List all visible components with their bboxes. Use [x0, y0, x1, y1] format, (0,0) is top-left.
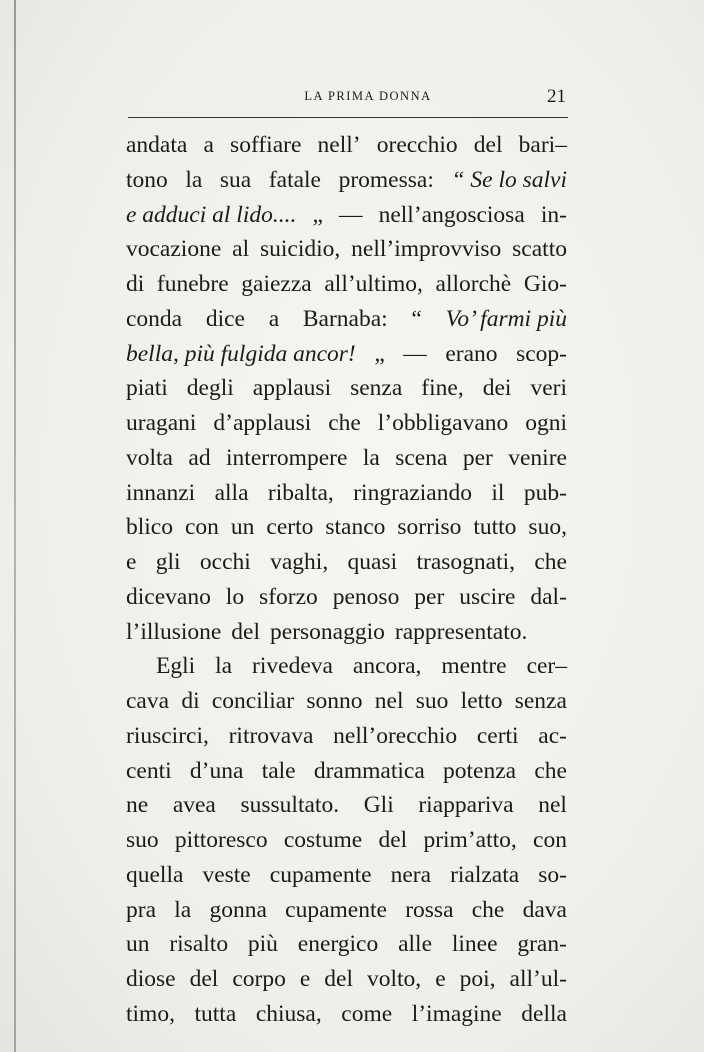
text-line: [126, 893, 567, 928]
word: del: [231, 618, 261, 645]
word: andata: [126, 132, 188, 158]
word: stanco: [325, 514, 386, 541]
word: erano: [445, 340, 498, 367]
word: scop-: [516, 340, 567, 367]
word: linee: [451, 931, 498, 958]
word: vocazione: [126, 236, 222, 263]
word: di: [181, 688, 200, 714]
text-line: [126, 198, 567, 233]
word: dicevano: [126, 583, 211, 610]
word: Gio-: [523, 271, 567, 297]
word: dei: [482, 375, 512, 402]
word: promessa:: [338, 166, 434, 193]
word: bari–: [518, 132, 567, 158]
text-line: [126, 858, 567, 893]
word: gonna: [209, 896, 267, 923]
word: che: [534, 549, 567, 575]
word: cupamente: [285, 896, 387, 923]
word: ne: [126, 792, 149, 819]
word: ac-: [538, 722, 567, 749]
word: la: [215, 653, 233, 680]
word: sussultato.: [240, 792, 340, 819]
word: nel: [538, 792, 567, 819]
page-edge: [14, 0, 16, 1052]
word: personaggio: [270, 618, 385, 645]
word: scena: [395, 444, 448, 471]
text-line: [126, 719, 567, 754]
word: l’illusione: [126, 618, 222, 645]
word: lo: [225, 583, 245, 610]
text-line: [126, 267, 567, 302]
text-line: [126, 163, 567, 198]
word: nell’: [317, 132, 361, 158]
word: drammatica: [313, 757, 425, 784]
word: che: [471, 896, 505, 923]
word: interrompere: [226, 444, 348, 471]
word: energico: [297, 931, 379, 958]
word: diose: [126, 966, 176, 992]
word: „: [374, 340, 385, 367]
word: a: [203, 132, 214, 158]
word: conda: [126, 305, 183, 332]
word: un: [230, 514, 255, 541]
word: corpo: [232, 966, 286, 992]
word: Vo’ farmi più: [445, 305, 567, 332]
word: innanzi: [126, 479, 196, 506]
word: tutta: [194, 1000, 237, 1027]
word: occhi: [199, 549, 251, 575]
text-line: [126, 232, 567, 267]
word: gli: [155, 549, 181, 575]
word: e adduci al lido....: [126, 201, 297, 228]
word: d’una: [189, 757, 244, 784]
word: piati: [126, 375, 168, 402]
word: il: [491, 479, 505, 506]
word: ritrovava: [228, 722, 314, 749]
word: del: [189, 966, 219, 992]
word: cava: [126, 688, 170, 714]
word: ringraziando: [353, 479, 472, 506]
text-line: [126, 754, 567, 789]
text-line: [126, 406, 567, 441]
word: in-: [540, 201, 567, 228]
word: veri: [530, 375, 567, 402]
word: so-: [538, 861, 567, 888]
word: alla: [214, 479, 249, 506]
word: uscire: [459, 583, 516, 610]
word: senza: [350, 375, 403, 402]
word: sua: [219, 166, 252, 193]
word: del: [324, 966, 353, 992]
word: a: [268, 305, 280, 332]
word: —: [403, 340, 427, 367]
word: ogni: [525, 410, 567, 436]
text-line: [126, 615, 567, 650]
word: quasi: [347, 549, 398, 575]
word: gaiezza: [241, 271, 312, 297]
word: sforzo: [259, 583, 318, 610]
word: ribalta,: [267, 479, 334, 506]
word: riuscirci,: [126, 722, 209, 749]
text-line: [126, 962, 567, 997]
word: sorriso: [397, 514, 462, 541]
text-line: [126, 580, 567, 615]
word: mentre: [441, 653, 507, 680]
word: tono: [126, 166, 168, 193]
word: all’ul-: [509, 966, 567, 992]
text-line: [126, 997, 567, 1032]
word: dava: [522, 896, 567, 923]
word: conciliar: [211, 688, 295, 714]
word: riappariva: [418, 792, 514, 819]
word: centi: [126, 757, 172, 784]
word: con: [533, 827, 567, 853]
text-line: [126, 337, 567, 372]
word: Barnaba:: [302, 305, 388, 332]
word: ad: [188, 444, 211, 471]
word: Gli: [363, 792, 394, 819]
word: certi: [476, 722, 519, 749]
word: ancora,: [352, 653, 422, 680]
word: volta: [126, 444, 173, 471]
word: nell’orecchio: [333, 722, 458, 749]
word: pra: [126, 896, 157, 923]
word: tutto: [473, 514, 517, 541]
word: Egli: [156, 653, 196, 680]
word: risalto: [169, 931, 229, 958]
word: scatto: [512, 236, 567, 263]
word: poi,: [459, 966, 496, 992]
page-header: [128, 86, 568, 110]
text-line: [126, 684, 567, 719]
word: che: [534, 757, 567, 784]
word: volto,: [367, 966, 422, 992]
word: gran-: [517, 931, 567, 958]
word: del: [473, 132, 503, 158]
word: e: [435, 966, 446, 992]
text-line: [126, 302, 567, 337]
word: cupamente: [269, 861, 372, 888]
text-line: [126, 823, 567, 858]
word: soffiare: [230, 132, 302, 158]
text-line: [126, 128, 567, 163]
word: letto: [460, 688, 503, 714]
word: veste: [202, 861, 251, 888]
word: degli: [186, 375, 234, 402]
word: e: [126, 549, 137, 575]
word: funebre: [156, 271, 229, 297]
word: vaghi,: [270, 549, 329, 575]
word: la: [174, 896, 192, 923]
word: costume: [283, 827, 363, 853]
word: per: [462, 444, 493, 471]
word: venire: [508, 444, 567, 471]
text-line: [126, 441, 567, 476]
word: —: [338, 201, 363, 228]
text-line: [126, 476, 567, 511]
word: l’imagine: [411, 1000, 502, 1027]
word: nera: [390, 861, 432, 888]
word: del: [378, 827, 408, 853]
word: più: [247, 931, 278, 958]
word: penoso: [332, 583, 400, 610]
word: suicidio,: [259, 236, 341, 263]
word: „: [312, 201, 323, 228]
word: come: [341, 1000, 393, 1027]
word: bella, più fulgida ancor!: [126, 340, 356, 367]
word: che: [328, 410, 361, 436]
word: chiusa,: [255, 1000, 322, 1027]
word: la: [185, 166, 203, 193]
word: un: [126, 931, 150, 958]
word: d’applausi: [213, 410, 312, 436]
word: rappresentato.: [394, 618, 528, 645]
page-number: 21: [547, 86, 566, 107]
text-line: [126, 510, 567, 545]
word: al: [232, 236, 250, 263]
word: fine,: [421, 375, 464, 402]
word: la: [362, 444, 380, 471]
text-line: [126, 649, 567, 684]
word: cer–: [526, 653, 567, 680]
word: potenza: [443, 757, 517, 784]
word: certo: [266, 514, 314, 541]
word: senza: [514, 688, 567, 714]
word: “: [411, 305, 422, 332]
word: nel: [374, 688, 404, 714]
word: pub-: [523, 479, 567, 506]
text-line: [126, 545, 567, 580]
header-rule: [128, 117, 568, 118]
word: con: [184, 514, 219, 541]
running-title: LA PRIMA DONNA: [304, 89, 432, 103]
word: uragani: [126, 410, 197, 436]
word: fatale: [268, 166, 321, 193]
word: rivedeva: [252, 653, 333, 680]
word: orecchio: [376, 132, 458, 158]
word: suo,: [528, 514, 567, 541]
word: suo: [126, 827, 159, 853]
word: quella: [126, 861, 184, 888]
word: all’ultimo,: [324, 271, 423, 297]
word: nell’improvviso: [351, 236, 502, 263]
word: blico: [126, 514, 173, 541]
word: avea: [172, 792, 216, 819]
word: rialzata: [450, 861, 520, 888]
word: per: [414, 583, 445, 610]
word: della: [521, 1000, 567, 1027]
text-line: [126, 927, 567, 962]
word: sonno: [306, 688, 363, 714]
word: dice: [205, 305, 245, 332]
word: timo,: [126, 1000, 175, 1027]
word: l’obbligavano: [377, 410, 509, 436]
word: prim’atto,: [423, 827, 517, 853]
word: suo: [415, 688, 449, 714]
word: applausi: [252, 375, 332, 402]
text-line: [126, 371, 567, 406]
text-line: [126, 788, 567, 823]
word: alle: [398, 931, 432, 958]
word: e: [299, 966, 311, 992]
body-text: [126, 128, 567, 1032]
word: allorchè: [435, 271, 512, 297]
word: dal-: [530, 583, 567, 610]
word: rossa: [405, 896, 454, 923]
word: nell’angosciosa: [378, 201, 525, 228]
word: pittoresco: [174, 827, 268, 853]
word: tale: [261, 757, 296, 784]
word: “ Se lo salvi: [451, 166, 567, 193]
word: trasognati,: [416, 549, 516, 575]
word: di: [126, 271, 145, 297]
